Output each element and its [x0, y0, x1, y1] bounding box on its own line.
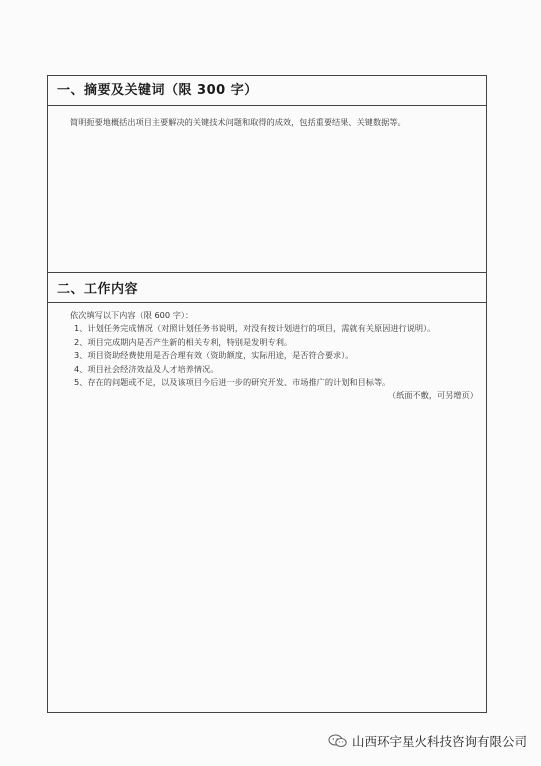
section2-title: 二、工作内容 — [48, 276, 486, 303]
section1-title: 一、摘要及关键词（限 300 字） — [48, 76, 486, 106]
instruction-item-4: 4、项目社会经济效益及人才培养情况。 — [74, 363, 219, 374]
instruction-item-3: 3、项目资助经费使用是否合理有效（资助额度，实际用途，是否符合要求）。 — [74, 350, 354, 361]
section-divider — [48, 272, 486, 273]
page-note: （纸面不敷，可另增页） — [387, 390, 478, 401]
instruction-item-2: 2、项目完成期内是否产生新的相关专利，特别是发明专利。 — [74, 336, 293, 347]
instruction-intro: 依次填写以下内容（限 600 字）： — [70, 310, 194, 320]
watermark — [328, 732, 527, 750]
instruction-item-1: 1、计划任务完成情况（对照计划任务书说明，对没有按计划进行的项目，需就有关原因进行说明）。 — [74, 323, 436, 334]
section1-instruction: 简明扼要地概括出项目主要解决的关键技术问题和取得的成效，包括重要结果、关键数据等。 — [70, 117, 406, 127]
watermark-text: 山西环宇星火科技咨询有限公司 — [351, 734, 527, 749]
instruction-item-5: 5、存在的问题或不足，以及该项目今后进一步的研究开发、市场推广的计划和目标等。 — [74, 377, 391, 388]
wechat-icon — [328, 734, 348, 748]
section2-instructions — [70, 309, 480, 403]
form-table — [47, 75, 487, 713]
